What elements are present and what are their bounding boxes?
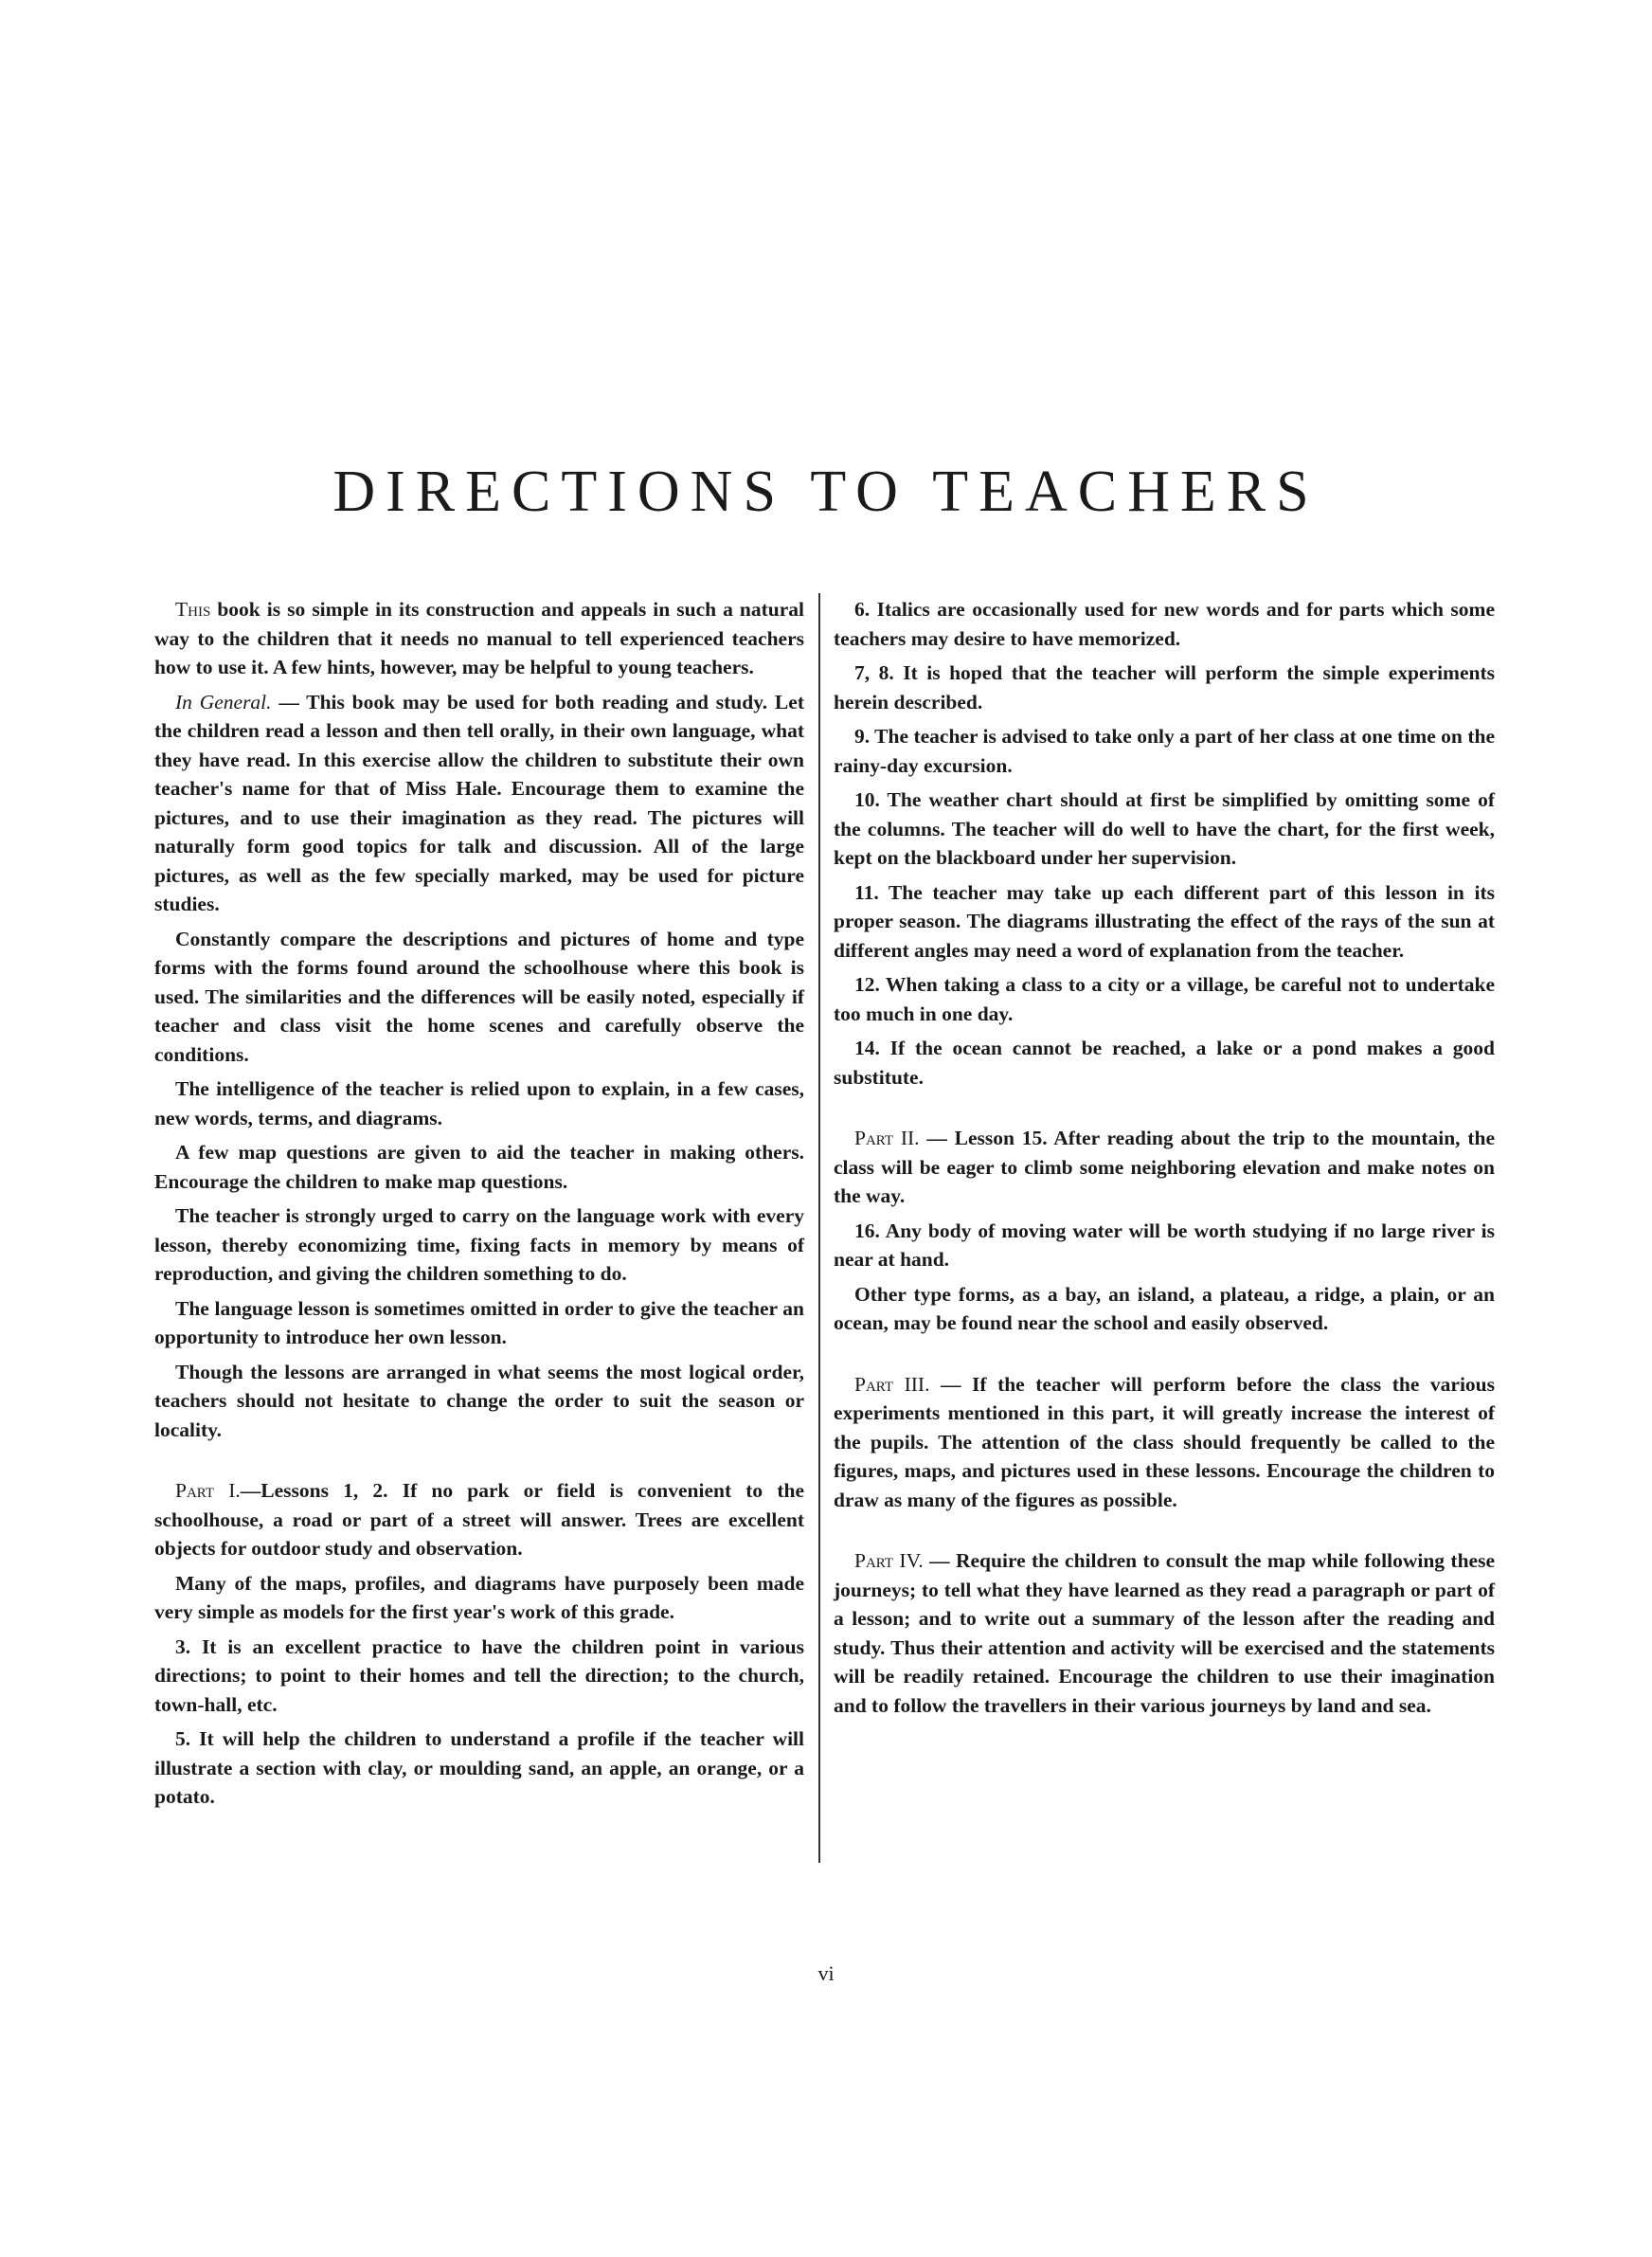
paragraph: 14. If the ocean cannot be reached, a lake or a pond makes a good substitute. xyxy=(834,1037,1495,1089)
paragraph: 7, 8. It is hoped that the teacher will perform the simple experiments herein described. xyxy=(834,661,1495,713)
paragraph: 10. The weather chart should at first be simplified by omitting some of the columns. The teacher will do well to have the chart, for the first week, kept on the blackboard under her supervision. xyxy=(834,788,1495,869)
paragraph: Part III. — If the teacher will perform before the class the various experiments mentioned in this part, it will greatly increase the interest of the pupils. The attention of the class should frequently be called to the figures, maps, and pictures used in these lessons. Encourage the children to draw as many of the figures as possible. xyxy=(834,1372,1495,1511)
paragraph: 16. Any body of moving water will be worth studying if no large river is near at hand. xyxy=(834,1219,1495,1271)
paragraph: 6. Italics are occasionally used for new words and for parts which some teachers may desire to have memorized. xyxy=(834,598,1495,650)
paragraph: Constantly compare the descriptions and pictures of home and type forms with the forms found around the schoolhouse where this book is used. The similarities and the differences will be easily noted, especially if teacher and class visit the home scenes and carefully observe the conditions. xyxy=(154,927,804,1066)
page-title: DIRECTIONS TO TEACHERS xyxy=(332,460,1320,524)
paragraph: A few map questions are given to aid the teacher in making others. Encourage the children to make map questions. xyxy=(154,1141,804,1193)
column-divider xyxy=(818,593,820,1863)
paragraph: This book is so simple in its construction and appeals in such a natural way to the children that it needs no manual to tell experienced teachers how to use it. A few hints, however, may be helpful to young teachers. xyxy=(154,598,804,678)
paragraph: The language lesson is sometimes omitted in order to give the teacher an opportunity to introduce her own lesson. xyxy=(154,1296,804,1348)
paragraph: Though the lessons are arranged in what seems the most logical order, teachers should not hesitate to change the order to suit the season or locality. xyxy=(154,1360,804,1441)
part-heading: Part I. xyxy=(175,1479,241,1502)
paragraph: 11. The teacher may take up each different part of this lesson in its proper season. The diagrams illustrating the effect of the rays of the sun at different angles may need a word of explanation from the teacher. xyxy=(834,880,1495,962)
paragraph: Part I.—Lessons 1, 2. If no park or field is convenient to the schoolhouse, a road or part of a street will answer. Trees are excellent objects for outdoor study and observation. xyxy=(154,1479,805,1560)
paragraph: 3. It is an excellent practice to have the children point in various directions; to point to their homes and tell the direction; to the church, town-hall, etc. xyxy=(154,1634,804,1716)
left-column xyxy=(154,595,804,1817)
section-heading: In General. xyxy=(175,690,272,713)
right-column xyxy=(834,595,1495,1725)
paragraph: 5. It will help the children to understand a profile if the teacher will illustrate a section with clay, or moulding sand, an apple, an orange, or a potato. xyxy=(154,1727,804,1808)
paragraph: The teacher is strongly urged to carry on the language work with every lesson, thereby economizing time, fixing facts in memory by means of reproduction, and giving the children something to do. xyxy=(154,1204,804,1285)
paragraph: The intelligence of the teacher is relied upon to explain, in a few cases, new words, terms, and diagrams. xyxy=(154,1077,804,1129)
paragraph: Other type forms, as a bay, an island, a plateau, a ridge, a plain, or an ocean, may be found near the school and easily observed. xyxy=(834,1282,1495,1334)
paragraph: Part IV. — Require the children to consult the map while following these journeys; to tell what they have learned as they read a paragraph or part of a lesson; and to write out a summary of the lesson after the reading and study. Thus their attention and activity will be exercised and the statements will be readily retained. Encourage the children to use their imagination and to follow the travellers in their various journeys by land and sea. xyxy=(834,1549,1495,1717)
lead-word: This xyxy=(175,598,211,621)
page-number: vi xyxy=(817,1961,835,1985)
paragraph: 12. When taking a class to a city or a village, be careful not to undertake too much in one day. xyxy=(834,973,1495,1025)
part-heading: Part II. xyxy=(854,1127,920,1149)
part-heading: Part III. xyxy=(854,1372,930,1396)
part-heading: Part IV. xyxy=(854,1549,924,1572)
paragraph: 9. The teacher is advised to take only a part of her class at one time on the rainy-day excursion. xyxy=(834,725,1495,777)
paragraph: In General. — This book may be used for both reading and study. Let the children read a lesson and then tell orally, in their own language, what they have read. In this exercise allow the children to substitute their own teacher's name for that of Miss Hale. Encourage them to examine the pictures, and to use their imagination as they read. The pictures will naturally form good topics for talk and discussion. All of the large pictures, as well as the few specially marked, may be used for picture studies. xyxy=(154,690,804,915)
paragraph: Many of the maps, profiles, and diagrams have purposely been made very simple as models for the first year's work of this grade. xyxy=(154,1571,804,1623)
paragraph: Part II. — Lesson 15. After reading about the trip to the mountain, the class will be eager to climb some neighboring elevation and make notes on the way. xyxy=(834,1127,1495,1207)
